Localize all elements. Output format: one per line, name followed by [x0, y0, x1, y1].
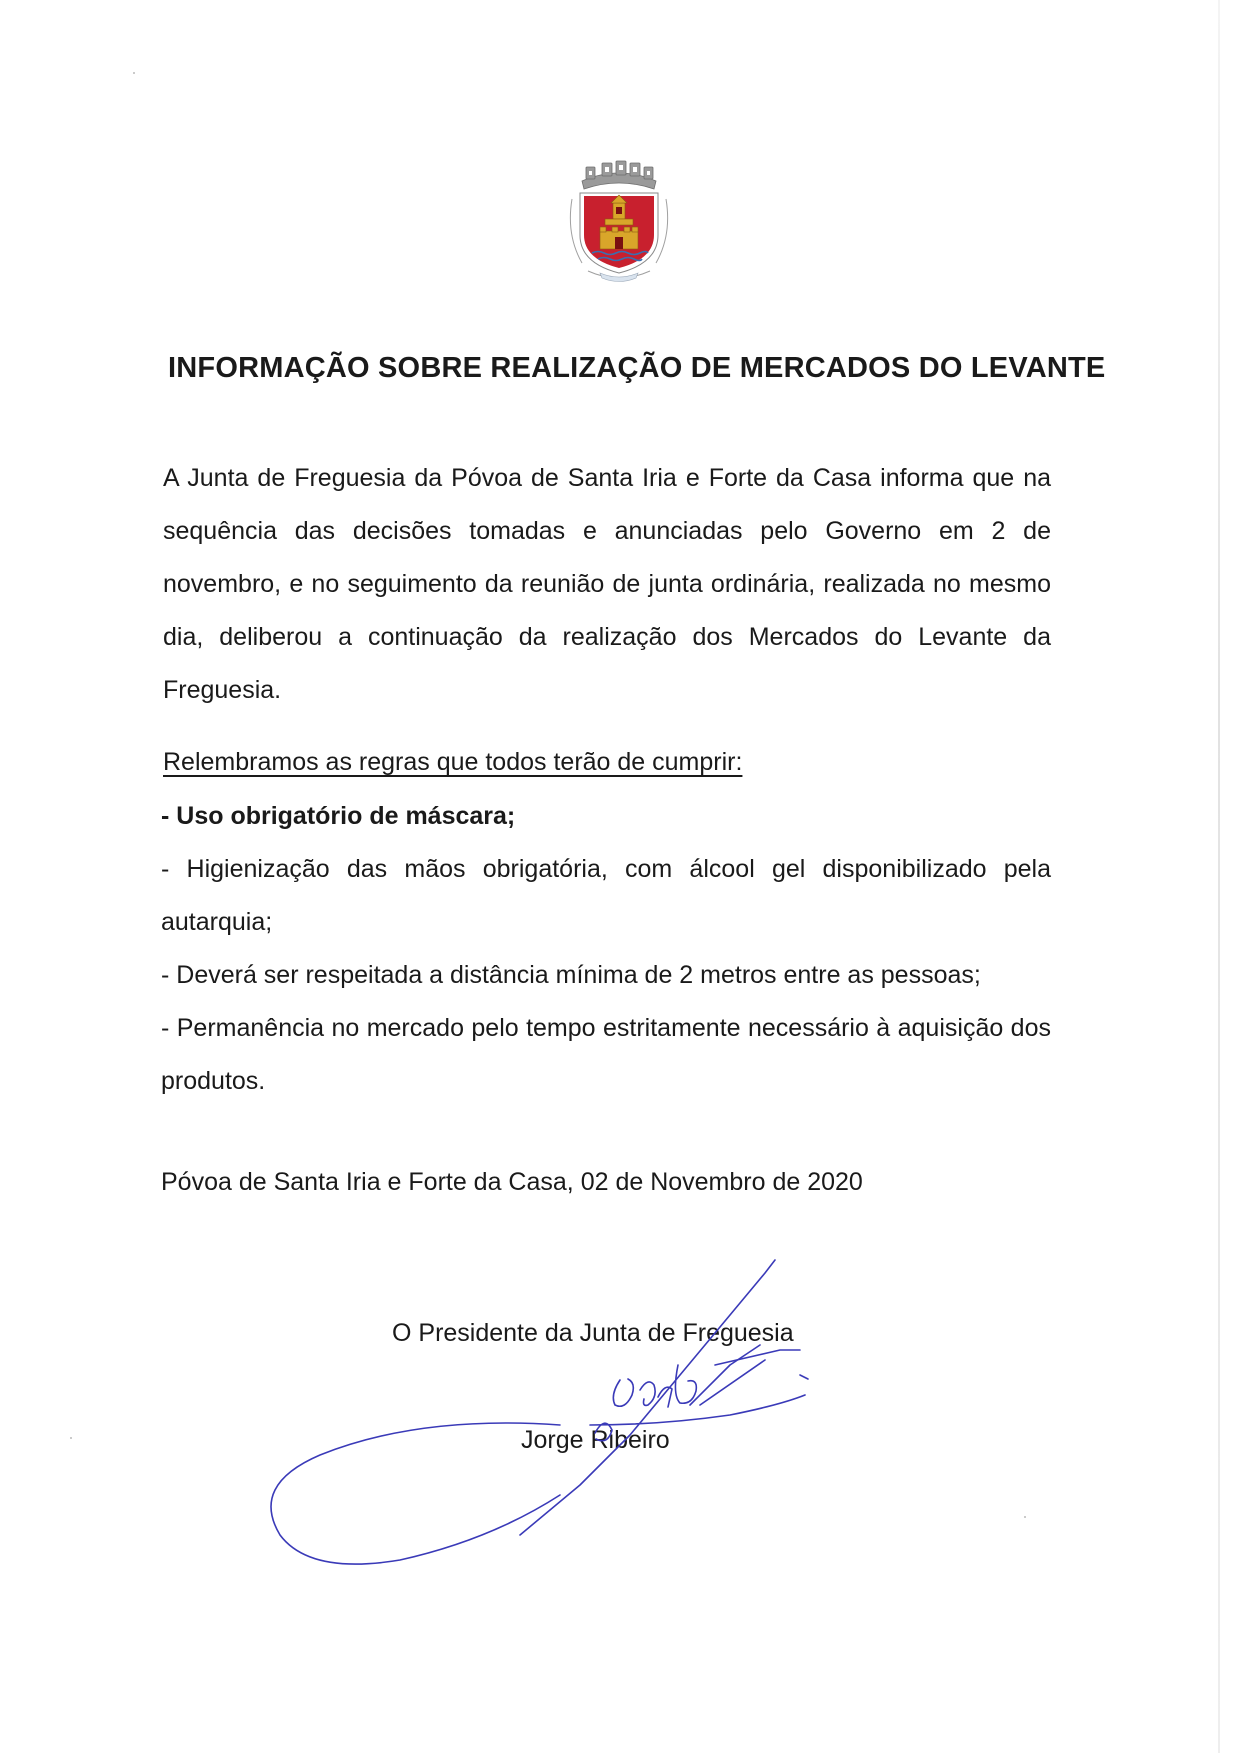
rule-item: - Deverá ser respeitada a distância mínima de 2 metros entre as pessoas;: [161, 961, 981, 989]
scan-speck: [133, 72, 135, 74]
signer-role: O Presidente da Junta de Freguesia: [392, 1319, 794, 1347]
rules-list: [161, 790, 1051, 1108]
scan-speck: [70, 1437, 72, 1439]
document-title: INFORMAÇÃO SOBRE REALIZAÇÃO DE MERCADOS DO LEVANTE: [168, 352, 1106, 384]
rule-item: - Uso obrigatório de máscara;: [161, 802, 516, 830]
coat-of-arms-icon: [560, 155, 678, 283]
scan-edge-shadow: [1218, 0, 1220, 1753]
scan-speck: [1024, 1516, 1026, 1518]
handwritten-signature-icon: [260, 1255, 830, 1575]
rule-item: - Permanência no mercado pelo tempo estritamente necessário à aquisição dos produtos.: [161, 1014, 1051, 1095]
place-and-date: Póvoa de Santa Iria e Forte da Casa, 02 de Novembro de 2020: [161, 1168, 863, 1196]
intro-paragraph: A Junta de Freguesia da Póvoa de Santa Iria e Forte da Casa informa que na sequência das decisões tomadas e anunciadas pelo Governo em 2 de novembro, e no seguimento da reunião de junta ordinária, realizada no mesmo dia, deliberou a continuação da realização dos Mercados do Levante da Freguesia.: [163, 464, 1051, 704]
rule-item: - Higienização das mãos obrigatória, com álcool gel disponibilizado pela autarquia;: [161, 855, 1051, 936]
signer-name: Jorge Ribeiro: [521, 1426, 670, 1454]
rules-heading: Relembramos as regras que todos terão de cumprir:: [163, 748, 743, 776]
